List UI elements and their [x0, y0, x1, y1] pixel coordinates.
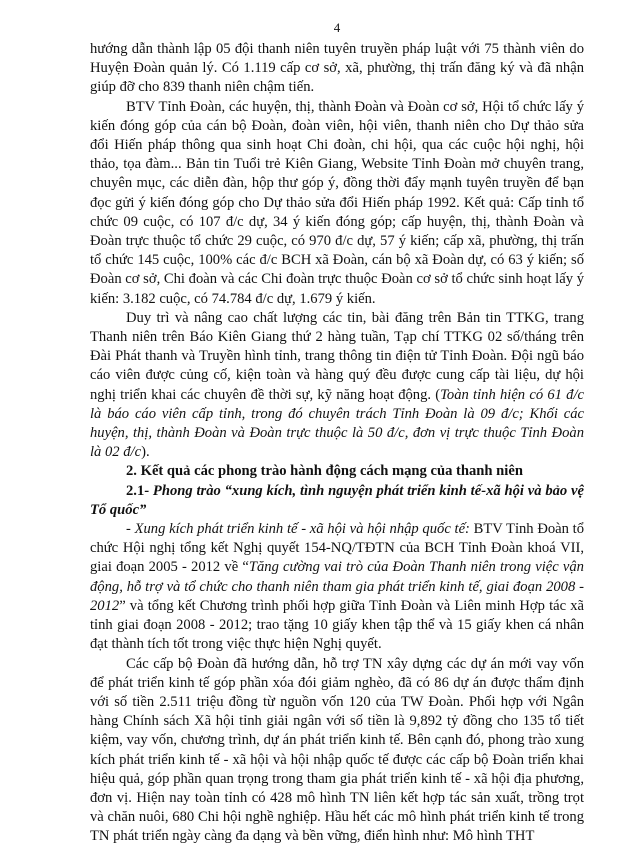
reporter-count-note: Toàn tỉnh hiện có 61 đ/c là báo cáo viên cấp tỉnh, trong đó chuyên trách Tỉnh Đoàn là 09 đ/c; Khối các huyện, thị, thành Đoàn và Đoàn trực thuộc là 50 đ/c, đơn vị trực thuộc Tỉnh Đoàn là 02 đ/c: [90, 386, 585, 461]
economic-vanguard-text-b: ” và tổng kết Chương trình phối hợp giữa Tỉnh Đoàn và Liên minh Hợp tác xã tỉnh giai đoạn 2008 - 2012; trao tặng 10 giấy khen tập thể và 15 giấy khen cá nhân đạt thành tích tốt trong việc thực hiện Nghị quyết.: [90, 597, 584, 653]
paragraph-youth-legal-teams: hướng dẫn thành lập 05 đội thanh niên tuyên truyền pháp luật với 75 thành viên do Huyện Đoàn quản lý. Có 1.119 cấp cơ sở, xã, phường, thị trấn đăng ký và đã nhận giúp đỡ cho 839 thanh niên chậm tiến.: [90, 41, 584, 96]
section-heading-2-1-title: Phong trào “xung kích, tình nguyện phát triển kinh tế-xã hội và bảo vệ Tổ quốc”: [90, 482, 584, 518]
news-bulletin-text: Duy trì và nâng cao chất lượng các tin, bài đăng trên Bản tin TTKG, trang Thanh niên trên Báo Kiên Giang thứ 2 hàng tuần, Tạp chí TTKG 02 số/tháng trên Đài Phát thanh và Truyền hình tỉnh, trang thông tin điện tử Tỉnh Đoàn. Đội ngũ báo cáo viên được củng cố, kiện toàn và hàng quý đều được cung cấp tài liệu, dự hội nghị triển khai các chuyên đề thời sự, kỹ năng hoạt động. (: [90, 309, 584, 403]
economic-vanguard-text-a: BTV Tỉnh Đoàn tổ chức Hội nghị tổng kết Nghị quyết 154-NQ/TĐTN của BCH Tỉnh Đoàn khoá VII, giai đoạn 2005 - 2012 về “: [90, 521, 584, 576]
section-heading-2-1: [90, 482, 584, 520]
paragraph-constitution-feedback: BTV Tỉnh Đoàn, các huyện, thị, thành Đoàn và Đoàn cơ sở, Hội tổ chức lấy ý kiến đóng góp của cán bộ Đoàn, đoàn viên, hội viên, thanh niên cho Dự thảo sửa đổi Hiến pháp thông qua sinh hoạt Chi đoàn, chi hội, qua các cuộc hội nghị, hội thảo, tọa đàm... Bản tin Tuổi trẻ Kiên Giang, Website Tỉnh Đoàn mở chuyên trang, chuyên mục, các diễn đàn, hộp thư góp ý, đồng thời đẩy mạnh tuyên truyền để bạn đọc gửi ý kiến đóng góp cho Dự thảo sửa đổi Hiến pháp 1992. Kết quả: Cấp tỉnh tổ chức 09 cuộc, có 107 đ/c dự, 34 ý kiến đóng góp; cấp huyện, thị, thành Đoàn và Đoàn trực thuộc tổ chức 29 cuộc, có 970 đ/c dự, 57 ý kiến; cấp xã, phường, thị trấn tổ chức 145 cuộc, 100% các đ/c BCH xã Đoàn, cán bộ xã Đoàn dự, có 63 ý kiến; số Đoàn cơ sở, Chi đoàn và các Chi đoàn trực thuộc Đoàn cơ sở tổ chức sinh hoạt lấy ý kiến: 3.182 cuộc, có 74.784 đ/c dự, 1.679 ý kiến.: [90, 98, 584, 307]
resolution-title-quote: Tăng cường vai trò của Đoàn Thanh niên trong việc vận động, hỗ trợ và tổ chức cho thanh niên tham gia phát triển kinh tế, giai đoạn 2008 - 2012: [90, 559, 584, 614]
page-number: 4: [333, 20, 341, 35]
paragraph-news-bulletin: [90, 309, 584, 463]
paragraph-economic-vanguard: [90, 520, 584, 654]
news-bulletin-end: ).: [141, 444, 150, 461]
section-heading-2-1-number: 2.1-: [126, 482, 150, 499]
paragraph-loan-projects: Các cấp bộ Đoàn đã hướng dẫn, hỗ trợ TN xây dựng các dự án mới vay vốn để phát triển kinh tế góp phần xóa đói giảm nghèo, đã có 86 dự án được thẩm định với số tiền 2.511 triệu đồng từ nguồn vốn 120 của TW Đoàn. Phối hợp với Ngân hàng Chính sách Xã hội tỉnh giải ngân với số tiền là 9,892 tỷ đồng cho 135 tổ tiết kiệm, vay vốn, chương trình, dự án phát triển kinh tế. Bên cạnh đó, phong trào xung kích phát triển kinh tế - xã hội và hội nhập quốc tế được các cấp bộ Đoàn triển khai hiệu quả, góp phần quan trọng trong tham gia phát triển kinh tế - xã hội địa phương, đơn vị. Hiện nay toàn tỉnh có 428 mô hình TN liên kết hợp tác sản xuất, trồng trọt và chăn nuôi, 680 Chi hội nghề nghiệp. Hầu hết các mô hình phát triển kinh tế trong TN phát triển ngày càng đa dạng và bền vững, điển hình như: Mô hình THT: [90, 655, 584, 845]
economic-vanguard-label: - Xung kích phát triển kinh tế - xã hội và hội nhập quốc tế:: [126, 521, 470, 538]
section-heading-2: 2. Kết quả các phong trào hành động cách mạng của thanh niên: [126, 463, 523, 480]
